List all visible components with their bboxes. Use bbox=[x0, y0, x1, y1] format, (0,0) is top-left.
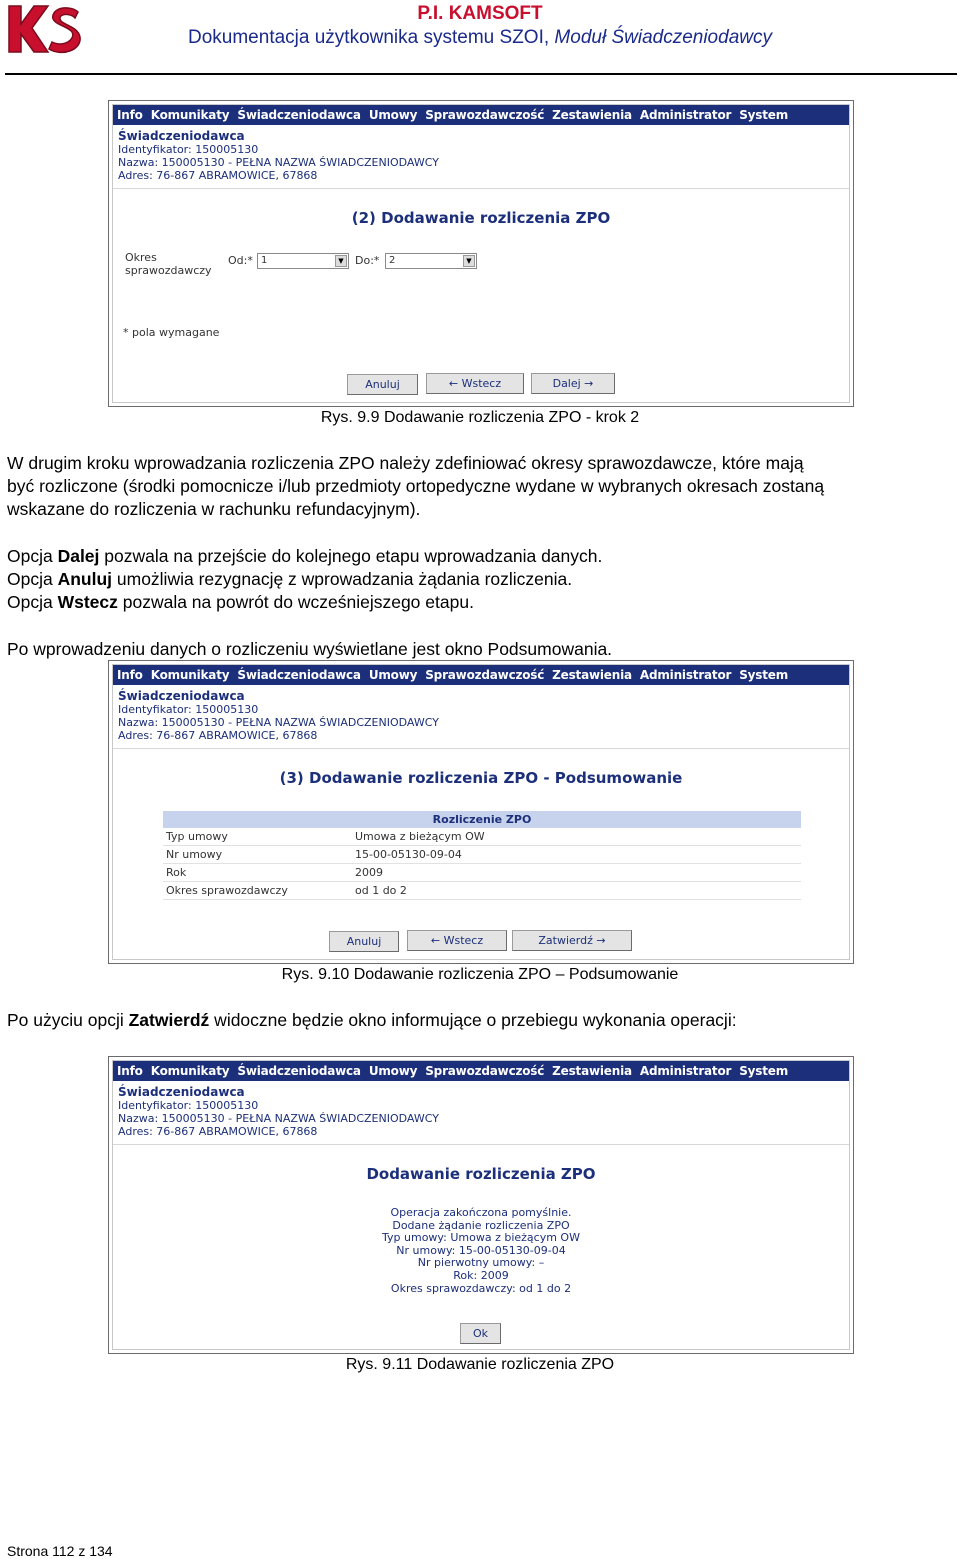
provider-heading: Świadczeniodawca bbox=[118, 129, 245, 143]
menu-item-zestawienia[interactable]: Zestawienia bbox=[552, 108, 632, 122]
menu-item-system[interactable]: System bbox=[739, 1064, 789, 1078]
option-back-text: Opcja Wstecz pozwala na powrót do wcześniejszego etapu. bbox=[7, 592, 474, 612]
page-title: (2) Dodawanie rozliczenia ZPO bbox=[351, 209, 611, 227]
table-row: Typ umowy Umowa z bieżącym OW bbox=[163, 828, 801, 846]
provider-name: Nazwa: 150005130 - PEŁNA NAZWA ŚWIADCZENIODAWCY bbox=[118, 716, 439, 729]
kamsoft-logo bbox=[6, 2, 82, 56]
provider-address: Adres: 76-867 ABRAMOWICE, 67868 bbox=[118, 1125, 318, 1138]
menu-item-sprawozdawczosc[interactable]: Sprawozdawczość bbox=[425, 1064, 545, 1078]
option-cancel-text: Opcja Anuluj umożliwia rezygnację z wprowadzania żądania rozliczenia. bbox=[7, 569, 573, 589]
company-name: P.I. KAMSOFT bbox=[417, 3, 543, 24]
menu-item-komunikaty[interactable]: Komunikaty bbox=[150, 108, 230, 122]
menu-item-zestawienia[interactable]: Zestawienia bbox=[552, 668, 632, 682]
page-number: Strona 112 z 134 bbox=[7, 1543, 113, 1559]
menu-item-zestawienia[interactable]: Zestawienia bbox=[552, 1064, 632, 1078]
provider-info bbox=[113, 685, 849, 749]
menu-item-administrator[interactable]: Administrator bbox=[639, 108, 732, 122]
menu-item-administrator[interactable]: Administrator bbox=[639, 1064, 732, 1078]
table-row: Okres sprawozdawczy od 1 do 2 bbox=[163, 882, 801, 900]
provider-address: Adres: 76-867 ABRAMOWICE, 67868 bbox=[118, 729, 318, 742]
menu-item-komunikaty[interactable]: Komunikaty bbox=[150, 668, 230, 682]
page-title: (3) Dodawanie rozliczenia ZPO - Podsumowanie bbox=[279, 769, 683, 787]
main-menu bbox=[113, 665, 849, 685]
summary-table bbox=[163, 811, 801, 900]
period-label: Okres sprawozdawczy bbox=[125, 251, 212, 277]
ok-button[interactable]: Ok bbox=[460, 1323, 501, 1344]
menu-item-info[interactable]: Info bbox=[117, 1064, 143, 1078]
provider-name: Nazwa: 150005130 - PEŁNA NAZWA ŚWIADCZENIODAWCY bbox=[118, 156, 439, 169]
provider-id: Identyfikator: 150005130 bbox=[118, 1099, 259, 1112]
from-select[interactable]: 1 ▼ bbox=[257, 253, 349, 269]
result-message: Operacja zakończona pomyślnie. Dodane żądanie rozliczenia ZPO Typ umowy: Umowa z bieżącym OW Nr umowy: 15-00-05130-09-04 Nr pierwotny umowy: – Rok: 2009 Okres sprawozdawczy: od 1 do 2 bbox=[382, 1206, 580, 1295]
menu-item-system[interactable]: System bbox=[739, 668, 789, 682]
table-header: Rozliczenie ZPO bbox=[163, 811, 801, 828]
menu-item-info[interactable]: Info bbox=[117, 668, 143, 682]
provider-heading: Świadczeniodawca bbox=[118, 689, 245, 703]
menu-item-sprawozdawczosc[interactable]: Sprawozdawczość bbox=[425, 668, 545, 682]
menu-item-umowy[interactable]: Umowy bbox=[368, 668, 418, 682]
chevron-down-icon: ▼ bbox=[335, 255, 347, 267]
confirm-intro: Po użyciu opcji Zatwierdź widoczne będzie okno informujące o przebiegu wykonania operacji: bbox=[7, 1010, 737, 1030]
menu-item-administrator[interactable]: Administrator bbox=[639, 668, 732, 682]
figure-caption: Rys. 9.9 Dodawanie rozliczenia ZPO - krok 2 bbox=[320, 409, 640, 426]
from-label: Od:* bbox=[228, 254, 253, 267]
provider-heading: Świadczeniodawca bbox=[118, 1085, 245, 1099]
next-button[interactable]: Dalej → bbox=[531, 373, 615, 394]
options-description bbox=[7, 545, 957, 614]
menu-item-komunikaty[interactable]: Komunikaty bbox=[150, 1064, 230, 1078]
provider-info bbox=[113, 1081, 849, 1145]
provider-id: Identyfikator: 150005130 bbox=[118, 703, 259, 716]
main-menu bbox=[113, 1061, 849, 1081]
menu-item-swiadczeniodawca[interactable]: Świadczeniodawca bbox=[237, 1064, 361, 1078]
menu-item-swiadczeniodawca[interactable]: Świadczeniodawca bbox=[237, 108, 361, 122]
summary-intro: Po wprowadzeniu danych o rozliczeniu wyświetlane jest okno Podsumowania. bbox=[7, 639, 613, 659]
screenshot-summary bbox=[108, 660, 854, 964]
cancel-button[interactable]: Anuluj bbox=[347, 374, 418, 395]
screenshot-result bbox=[108, 1056, 854, 1354]
page-title: Dodawanie rozliczenia ZPO bbox=[366, 1165, 596, 1183]
menu-item-sprawozdawczosc[interactable]: Sprawozdawczość bbox=[425, 108, 545, 122]
chevron-down-icon: ▼ bbox=[463, 255, 475, 267]
menu-item-swiadczeniodawca[interactable]: Świadczeniodawca bbox=[237, 668, 361, 682]
table-row: Nr umowy 15-00-05130-09-04 bbox=[163, 846, 801, 864]
menu-item-info[interactable]: Info bbox=[117, 108, 143, 122]
table-row: Rok 2009 bbox=[163, 864, 801, 882]
figure-caption: Rys. 9.11 Dodawanie rozliczenia ZPO bbox=[345, 1356, 615, 1373]
provider-info bbox=[113, 125, 849, 189]
screenshot-step2 bbox=[108, 100, 854, 407]
cancel-button[interactable]: Anuluj bbox=[329, 931, 399, 952]
main-menu bbox=[113, 105, 849, 125]
option-next-text: Opcja Dalej pozwala na przejście do kolejnego etapu wprowadzania danych. bbox=[7, 546, 603, 566]
provider-address: Adres: 76-867 ABRAMOWICE, 67868 bbox=[118, 169, 318, 182]
to-select[interactable]: 2 ▼ bbox=[385, 253, 477, 269]
to-label: Do:* bbox=[355, 254, 380, 267]
menu-item-umowy[interactable]: Umowy bbox=[368, 1064, 418, 1078]
step2-description: W drugim kroku wprowadzania rozliczenia ZPO należy zdefiniować okresy sprawozdawcze, które mają być rozliczone (środki pomocnicze i/lub przedmioty ortopedyczne wydane w wybranych okresach zostaną wskazane do rozliczenia w rachunku refundacyjnym). bbox=[7, 453, 825, 519]
confirm-button[interactable]: Zatwierdź → bbox=[512, 930, 632, 951]
required-note: * pola wymagane bbox=[123, 326, 220, 339]
provider-name: Nazwa: 150005130 - PEŁNA NAZWA ŚWIADCZENIODAWCY bbox=[118, 1112, 439, 1125]
menu-item-umowy[interactable]: Umowy bbox=[368, 108, 418, 122]
document-title: Dokumentacja użytkownika systemu SZOI, Moduł Świadczeniodawcy bbox=[188, 27, 772, 48]
header-rule bbox=[5, 73, 957, 75]
figure-caption: Rys. 9.10 Dodawanie rozliczenia ZPO – Podsumowanie bbox=[281, 966, 679, 983]
back-button[interactable]: ← Wstecz bbox=[407, 930, 507, 951]
menu-item-system[interactable]: System bbox=[739, 108, 789, 122]
back-button[interactable]: ← Wstecz bbox=[426, 373, 524, 394]
provider-id: Identyfikator: 150005130 bbox=[118, 143, 259, 156]
